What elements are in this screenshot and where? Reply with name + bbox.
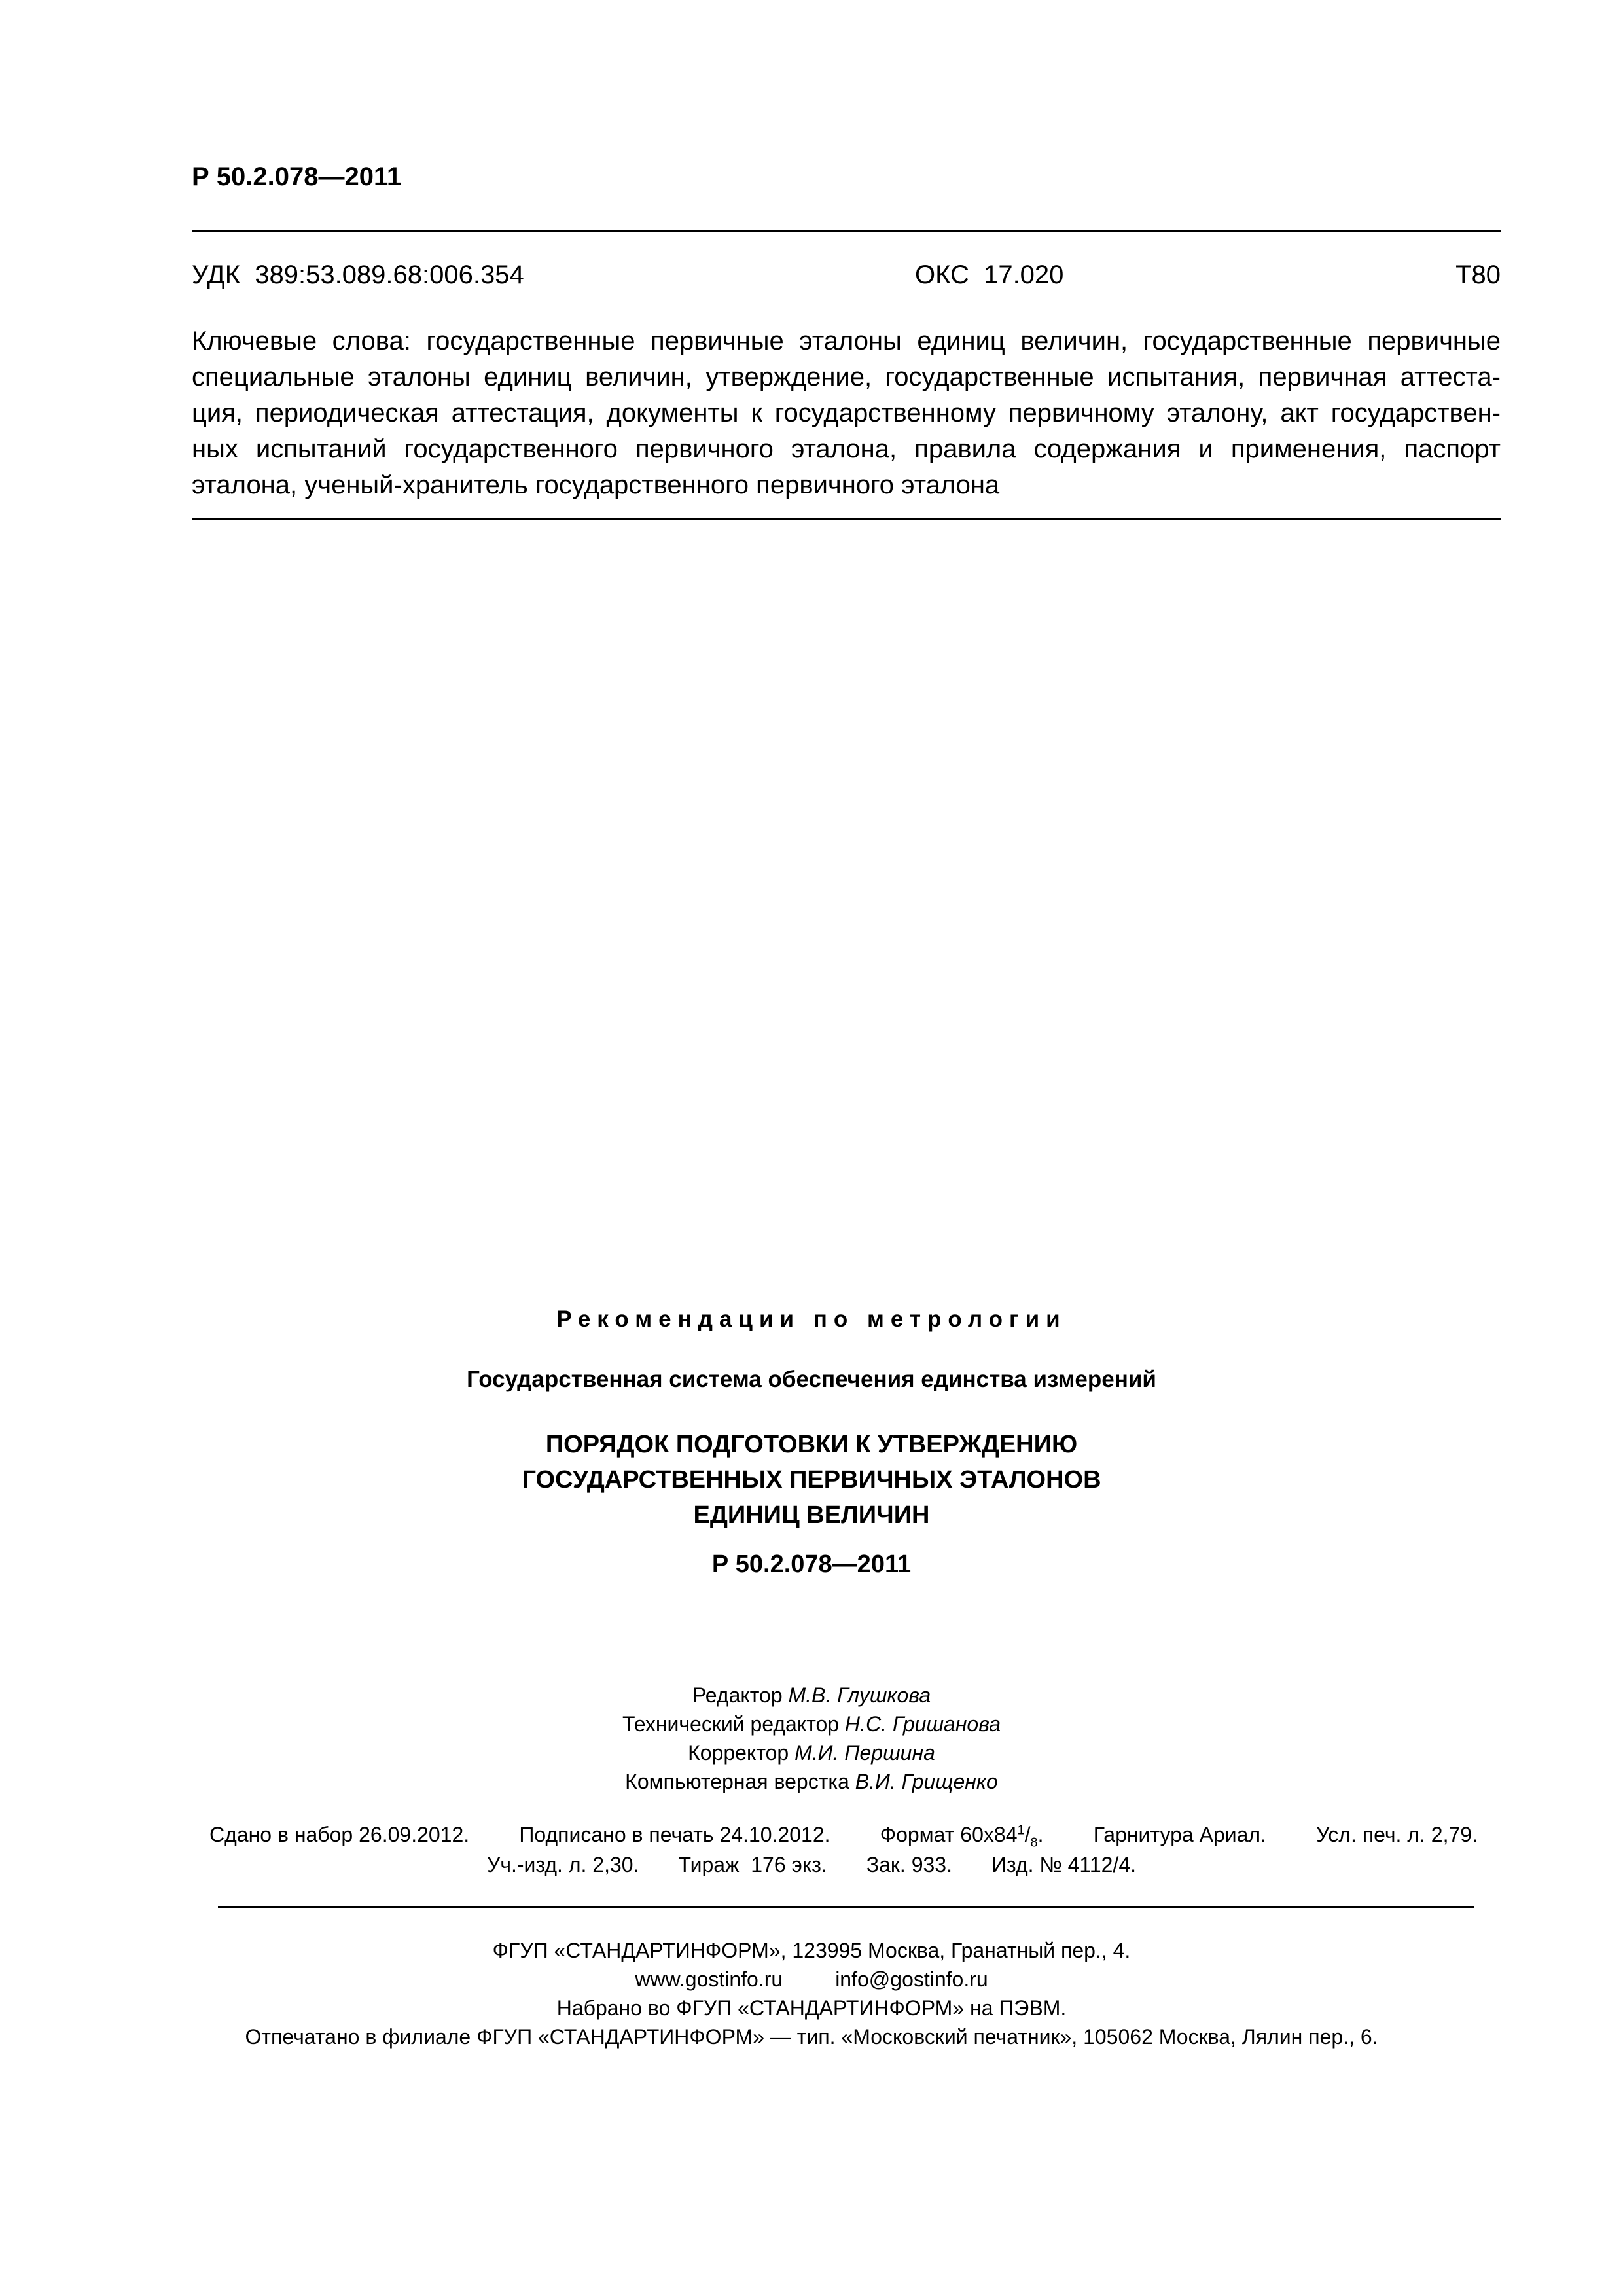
credit-name: М.В. Глушкова	[788, 1683, 931, 1707]
paper-format: Формат $60х84^1/_8$.	[880, 1823, 1044, 1850]
credit-role: Редактор	[692, 1683, 789, 1707]
document-code-title: Р 50.2.078—2011	[711, 1551, 912, 1578]
title-line: ПОРЯДОК ПОДГОТОВКИ К УТВЕРЖДЕНИЮ	[545, 1431, 1078, 1458]
email-link[interactable]: info@gostinfo.ru	[835, 1967, 988, 1991]
printed-note: Отпечатано в филиале ФГУП «СТАНДАРТИНФОРМ» — тип. «Московский печатник», 105062 Москва, Лялин пер., 6.	[245, 2025, 1378, 2049]
typeset-note: Набрано во ФГУП «СТАНДАРТИНФОРМ» на ПЭВМ.	[556, 1996, 1067, 2020]
divider-top	[192, 230, 1501, 232]
series-heading: Рекомендации по метрологии	[556, 1306, 1067, 1332]
document-code-header: Р 50.2.078—2011	[192, 162, 402, 191]
document-title	[0, 1427, 1623, 1533]
oks-code: ОКС 17.020	[915, 260, 1064, 289]
credits-block	[0, 1681, 1623, 1796]
credit-row	[0, 1767, 1623, 1796]
credit-row	[0, 1710, 1623, 1738]
keywords-line: ция, периодическая аттестация, документы к государственному первичному эталону, акт государствен-	[192, 399, 1501, 427]
divider-imprint	[218, 1906, 1474, 1908]
order-number: Зак. 933.	[866, 1853, 952, 1876]
credit-name: В.И. Грищенко	[855, 1770, 998, 1793]
publication-number: Изд. № 4112/4.	[991, 1853, 1136, 1876]
keywords-line: эталона, ученый-хранитель государственного первичного эталона	[192, 471, 1000, 499]
title-line: ГОСУДАРСТВЕННЫХ ПЕРВИЧНЫХ ЭТАЛОНОВ	[522, 1466, 1101, 1494]
copies: Тираж 176 экз.	[678, 1853, 827, 1876]
group-code: Т80	[1455, 260, 1501, 289]
credit-role: Корректор	[688, 1741, 795, 1765]
title-line: ЕДИНИЦ ВЕЛИЧИН	[693, 1501, 930, 1529]
edition-sheets: Уч.-изд. л. 2,30.	[486, 1853, 639, 1876]
udk-code: УДК 389:53.089.68:006.354	[192, 260, 524, 289]
credit-row	[0, 1738, 1623, 1767]
keywords-paragraph	[192, 323, 1501, 503]
credit-row	[0, 1681, 1623, 1710]
credit-name: М.И. Першина	[794, 1741, 935, 1765]
publisher-contacts	[0, 1965, 1623, 1994]
credit-role: Технический редактор	[622, 1712, 845, 1736]
imprint-line-2	[0, 1850, 1623, 1879]
credit-role: Компьютерная верстка	[625, 1770, 855, 1793]
keywords-line: специальные эталоны единиц величин, утверждение, государственные испытания, первичная аттеста-	[192, 363, 1501, 391]
submitted-date: Сдано в набор 26.09.2012.	[209, 1823, 470, 1846]
keywords-line: ных испытаний государственного первичного эталона, правила содержания и применения, паспорт	[192, 435, 1501, 463]
divider-keywords	[192, 518, 1501, 520]
system-heading: Государственная система обеспечения единства измерений	[467, 1367, 1156, 1392]
publisher-block	[0, 1936, 1623, 2051]
publisher-address: ФГУП «СТАНДАРТИНФОРМ», 123995 Москва, Гранатный пер., 4.	[492, 1939, 1131, 1962]
signed-date: Подписано в печать 24.10.2012.	[519, 1823, 830, 1846]
keywords-line: Ключевые слова: государственные первичные эталоны единиц величин, государственные первичные	[192, 327, 1501, 355]
credit-name: Н.С. Гришанова	[844, 1712, 1001, 1736]
website-link[interactable]: www.gostinfo.ru	[635, 1967, 783, 1991]
imprint-line-1	[209, 1820, 1478, 1849]
typeface: Гарнитура Ариал.	[1093, 1823, 1266, 1846]
print-sheets: Усл. печ. л. 2,79.	[1316, 1823, 1478, 1846]
